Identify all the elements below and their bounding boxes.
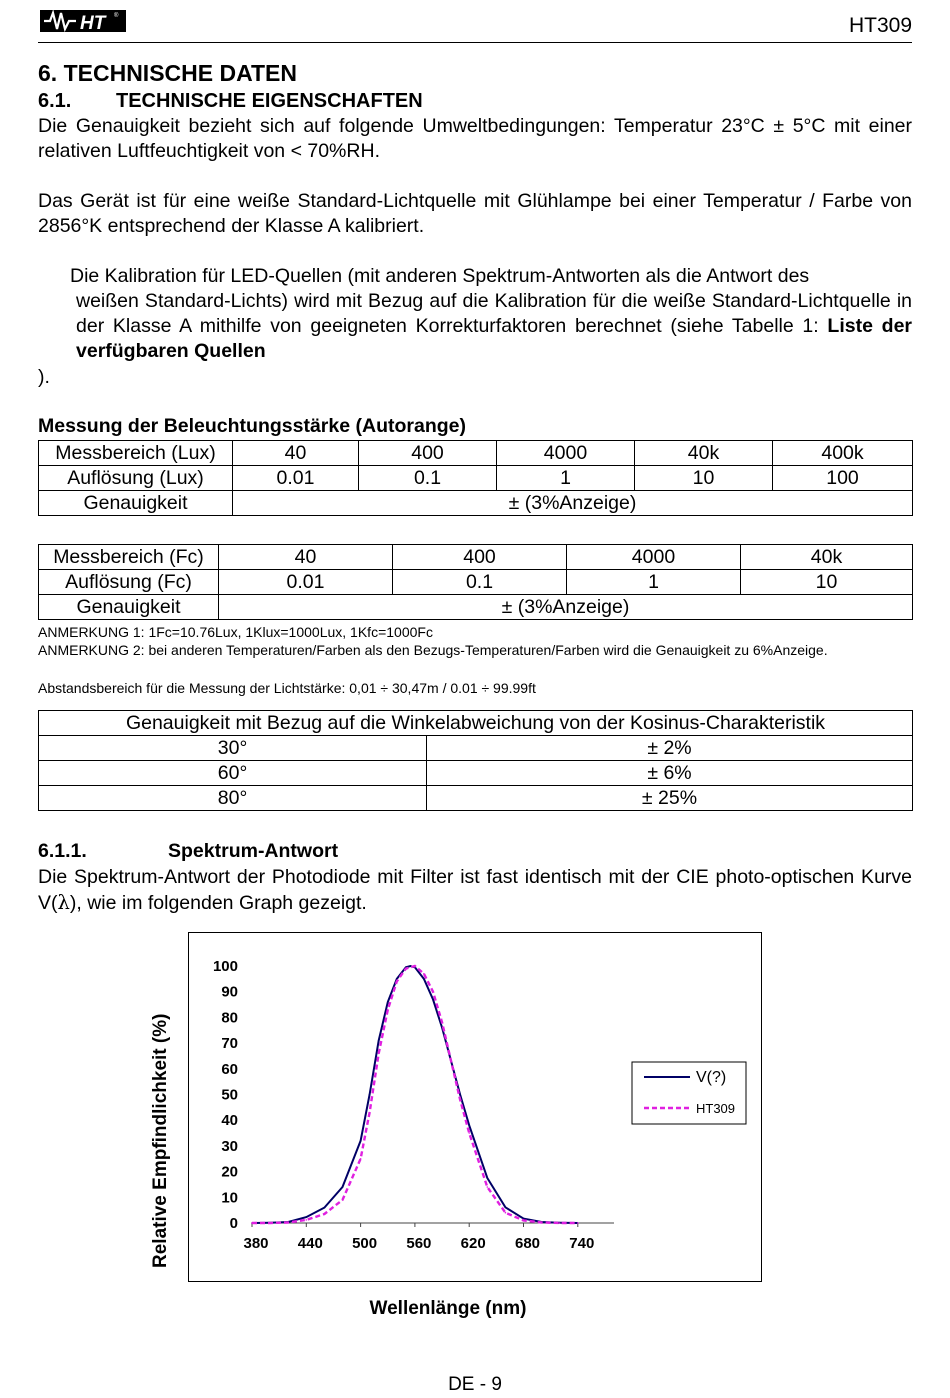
lux-accuracy: ± (3%Anzeige) (233, 491, 913, 516)
data-point (423, 973, 425, 975)
legend-label: V(?) (696, 1069, 727, 1086)
fc-accuracy-label: Genauigkeit (39, 595, 219, 620)
data-point (468, 1125, 470, 1127)
data-point (432, 999, 434, 1001)
lux-resolution: 0.01 (233, 466, 359, 491)
legend-label: HT309 (696, 1101, 736, 1116)
lux-resolution: 10 (635, 466, 773, 491)
fc-resolution: 0.01 (219, 570, 393, 595)
data-point (324, 1207, 326, 1209)
data-point (378, 1053, 380, 1055)
chart-x-axis-label: Wellenlänge (nm) (369, 1298, 527, 1319)
cosine-table-title: Genauigkeit mit Bezug auf die Winkelabweichung von der Kosinus-Charakteristik (39, 711, 913, 736)
y-tick-label: 10 (221, 1189, 238, 1207)
y-tick-label: 60 (221, 1060, 238, 1078)
data-point (396, 981, 398, 983)
lux-range: 40k (635, 441, 773, 466)
fc-resolution: 0.1 (393, 570, 567, 595)
lux-accuracy-label: Genauigkeit (39, 491, 233, 516)
section-title: TECHNISCHE DATEN (63, 60, 297, 86)
x-tick-label: 740 (569, 1235, 595, 1252)
lux-range: 400 (359, 441, 497, 466)
data-point (432, 991, 434, 993)
subsection-title: TECHNISCHE EIGENSCHAFTEN (116, 90, 423, 112)
data-point (306, 1219, 308, 1221)
data-point (269, 1222, 271, 1224)
fc-range: 4000 (567, 545, 741, 570)
svg-text:®: ® (114, 13, 119, 19)
note-3: Abstandsbereich für die Messung der Lichtstärke: 0,01 ÷ 30,47m / 0.01 ÷ 99.99ft (38, 680, 536, 696)
sources-table-link: Liste der verfügbaren Quellen (76, 315, 913, 362)
cosine-angle: 60° (39, 761, 427, 786)
data-point (441, 1022, 443, 1024)
data-point (405, 968, 407, 970)
data-point (387, 1009, 389, 1011)
subsubsection-title: Spektrum-Antwort (168, 840, 339, 862)
y-tick-label: 40 (221, 1112, 238, 1130)
data-point (378, 1040, 380, 1042)
cosine-accuracy: ± 6% (427, 761, 913, 786)
cosine-accuracy: ± 25% (427, 786, 913, 811)
data-point (523, 1220, 525, 1222)
x-tick-label: 680 (514, 1235, 541, 1252)
lambda-symbol: λ (57, 891, 70, 914)
data-point (487, 1177, 489, 1179)
lux-resolution: 100 (773, 466, 913, 491)
lux-resolution: 0.1 (359, 466, 497, 491)
data-point (287, 1222, 289, 1224)
section-number: 6. (38, 60, 58, 86)
data-point (459, 1099, 461, 1101)
y-tick-label: 70 (221, 1035, 238, 1053)
data-point (541, 1222, 543, 1224)
x-tick-label: 380 (243, 1235, 269, 1252)
data-point (487, 1186, 489, 1188)
y-tick-label: 20 (221, 1163, 238, 1181)
data-point (577, 1222, 579, 1224)
lux-range: 4000 (497, 441, 635, 466)
x-tick-label: 500 (352, 1235, 378, 1252)
y-tick-label: 50 (221, 1086, 238, 1104)
fc-range: 400 (393, 545, 567, 570)
led-calibration-line1: Die Kalibration für LED-Quellen (mit anderen Spektrum-Antworten als die Antwort des (70, 265, 810, 287)
data-point (559, 1222, 561, 1224)
data-point (450, 1060, 452, 1062)
data-point (360, 1158, 362, 1160)
fc-range-label: Messbereich (Fc) (39, 545, 219, 570)
y-tick-label: 0 (229, 1215, 238, 1232)
series-line-ht309 (252, 966, 578, 1223)
data-point (387, 1001, 389, 1003)
lux-range: 40 (233, 441, 359, 466)
data-point (342, 1199, 344, 1201)
lux-range: 400k (773, 441, 913, 466)
y-tick-label: 30 (221, 1137, 238, 1155)
note-2: ANMERKUNG 2: bei anderen Temperaturen/Farben als den Bezugs-Temperaturen/Farben wird die Genauigkeit zu 6%Anzeige. (38, 642, 828, 658)
data-point (251, 1222, 253, 1224)
lux-range-label: Messbereich (Lux) (39, 441, 233, 466)
data-point (342, 1186, 344, 1188)
fc-resolution: 1 (567, 570, 741, 595)
data-point (423, 978, 425, 980)
fc-resolution-label: Auflösung (Fc) (39, 570, 219, 595)
data-point (324, 1213, 326, 1215)
paragraph-calibration: Das Gerät ist für eine weiße Standard-Lichtquelle mit Glühlampe bei einer Temperatur / Farbe von 2856°K entsprechend der Klasse A kalibriert. (38, 190, 912, 237)
led-calibration-text: weißen Standard-Lichts) wird mit Bezug auf die Kalibration für die weiße Standard-Lichtquelle in der Klasse A mithilfe von geeigneten Korrekturfaktoren berechnet (siehe Tabelle 1: (76, 290, 912, 337)
lux-resolution-label: Auflösung (Lux) (39, 466, 233, 491)
data-point (410, 965, 412, 967)
cosine-angle: 80° (39, 786, 427, 811)
y-tick-label: 100 (212, 958, 238, 975)
y-tick-label: 80 (221, 1009, 238, 1027)
paragraph-closing: ). (38, 366, 50, 388)
data-point (505, 1207, 507, 1209)
x-tick-label: 560 (406, 1235, 432, 1252)
document-id: HT309 (848, 14, 912, 37)
lux-table-heading: Messung der Beleuchtungsstärke (Autorange) (38, 415, 466, 437)
fc-resolution: 10 (741, 570, 913, 595)
y-tick-label: 90 (221, 983, 238, 1001)
chart-y-axis-label: Relative Empfindlichkeit (%) (150, 1013, 171, 1268)
spectrum-text-before: Die Spektrum-Antwort der Photodiode mit Filter ist fast identisch mit der CIE photo-optischen Kurve V( (38, 866, 912, 914)
page-number: DE - 9 (448, 1374, 502, 1395)
spectrum-text-after: ), wie im folgenden Graph gezeigt. (69, 892, 367, 914)
x-tick-label: 620 (460, 1235, 486, 1252)
subsubsection-number: 6.1.1. (38, 840, 87, 862)
fc-range: 40 (219, 545, 393, 570)
series-line-v-lambda (252, 966, 578, 1223)
data-point (360, 1140, 362, 1142)
data-point (505, 1212, 507, 1214)
data-point (459, 1094, 461, 1096)
data-point (468, 1132, 470, 1134)
fc-accuracy: ± (3%Anzeige) (219, 595, 913, 620)
paragraph-environment: Die Genauigkeit bezieht sich auf folgende Umweltbedingungen: Temperatur 23°C ± 5°C mit einer relativen Luftfeuchtigkeit von < 70%RH. (38, 115, 912, 162)
note-1: ANMERKUNG 1: 1Fc=10.76Lux, 1Klux=1000Lux, 1Kfc=1000Fc (38, 624, 433, 640)
svg-text:HT: HT (80, 13, 106, 34)
data-point (306, 1216, 308, 1218)
data-point (369, 1094, 371, 1096)
data-point (414, 965, 416, 967)
subsection-number: 6.1. (38, 90, 72, 112)
data-point (369, 1112, 371, 1114)
lux-resolution: 1 (497, 466, 635, 491)
x-tick-label: 440 (297, 1235, 323, 1252)
fc-range: 40k (741, 545, 913, 570)
cosine-accuracy: ± 2% (427, 736, 913, 761)
cosine-angle: 30° (39, 736, 427, 761)
